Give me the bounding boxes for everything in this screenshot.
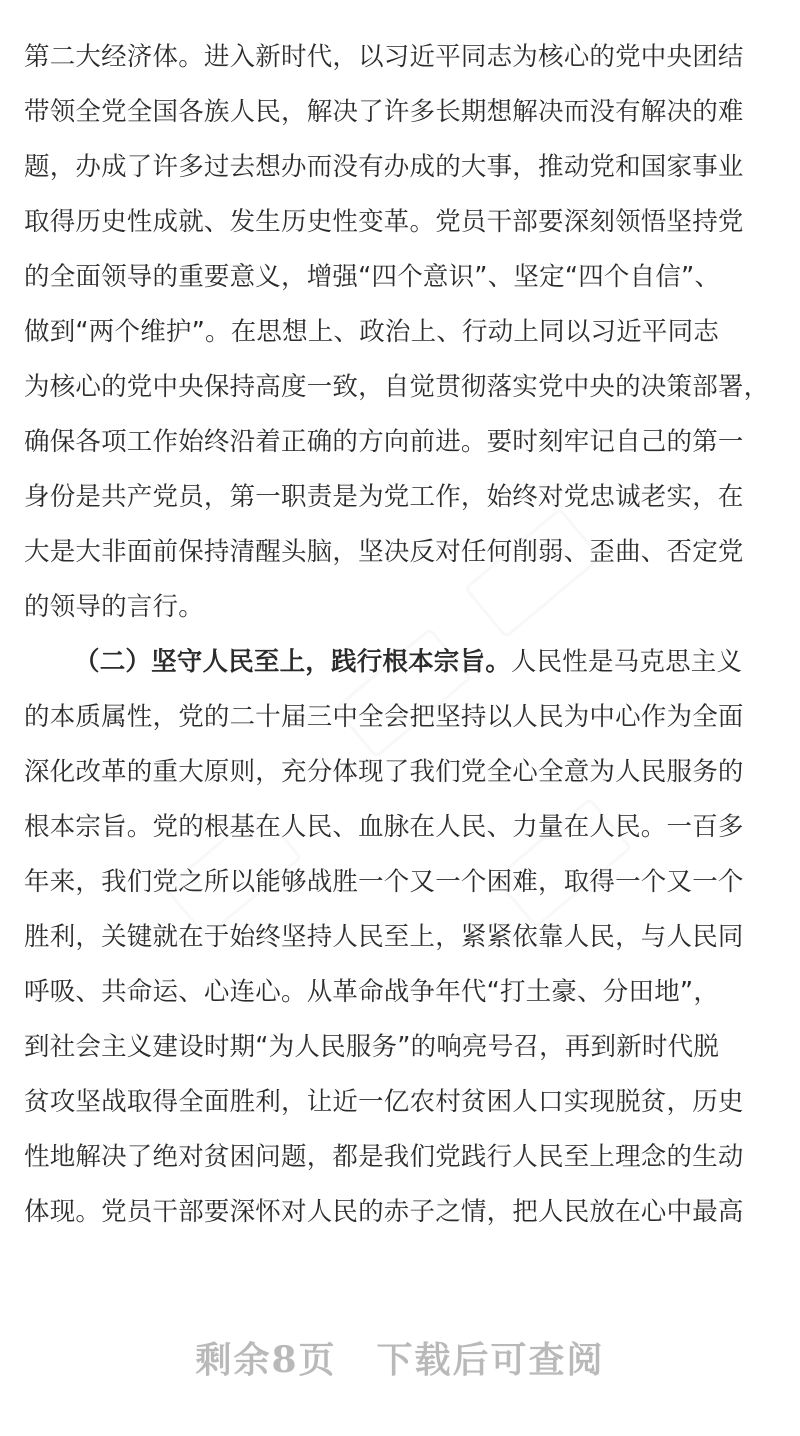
text-line: 带领全党全国各族人民，解决了许多长期想解决而没有解决的难: [24, 97, 744, 127]
text-line: 确保各项工作始终沿着正确的方向前进。要时刻牢记自己的第一: [24, 427, 744, 457]
text-line: 贫攻坚战取得全面胜利，让近一亿农村贫困人口实现脱贫，历史: [24, 1087, 744, 1117]
download-prompt[interactable]: [0, 1330, 800, 1390]
text-line: 取得历史性成就、发生历史性变革。党员干部要深刻领悟坚持党: [24, 207, 744, 237]
text-line: 年来，我们党之所以能够战胜一个又一个困难，取得一个又一个: [24, 867, 744, 897]
section-heading-line: [24, 635, 776, 690]
text-line: 呼吸、共命运、心连心。从革命战争年代“打土豪、分田地”，: [24, 977, 720, 1007]
text-line: 大是大非面前保持清醒头脑，坚决反对任何削弱、歪曲、否定党: [24, 537, 744, 567]
text-line: 题，办成了许多过去想办而没有办成的大事，推动党和国家事业: [24, 152, 744, 182]
text-line: 的全面领导的重要意义，增强“四个意识”、坚定“四个自信”、: [24, 262, 721, 292]
text-line: 为核心的党中央保持高度一致，自觉贯彻落实党中央的决策部署，: [24, 372, 770, 402]
download-to-view-text: 下载后可查阅: [376, 1339, 605, 1381]
text-line: 第二大经济体。进入新时代，以习近平同志为核心的党中央团结: [24, 42, 744, 72]
text-line: 深化改革的重大原则，充分体现了我们党全心全意为人民服务的: [24, 757, 744, 787]
text-line: 根本宗旨。党的根基在人民、血脉在人民、力量在人民。一百多: [24, 812, 744, 842]
text-line: 身份是共产党员，第一职责是为党工作，始终对党忠诚老实，在: [24, 482, 744, 512]
document-body: [24, 30, 776, 1240]
text-line: 的领导的言行。: [24, 592, 204, 622]
text-line: 到社会主义建设时期“为人民服务”的响亮号召，再到新时代脱: [24, 1032, 720, 1062]
text-line: 胜利，关键就在于始终坚持人民至上，紧紧依靠人民，与人民同: [24, 922, 744, 952]
remaining-pages-text: 剩余8页: [195, 1339, 337, 1381]
section-first-line-text: 人民性是马克思主义: [510, 647, 743, 677]
text-line: 做到“两个维护”。在思想上、政治上、行动上同以习近平同志: [24, 317, 720, 347]
text-line: 的本质属性，党的二十届三中全会把坚持以人民为中心作为全面: [24, 702, 744, 732]
section-heading: （二）坚守人民至上，践行根本宗旨。: [74, 647, 511, 677]
text-line: 体现。党员干部要深怀对人民的赤子之情，把人民放在心中最高: [24, 1197, 744, 1227]
text-line: 性地解决了绝对贫困问题，都是我们党践行人民至上理念的生动: [24, 1142, 744, 1172]
